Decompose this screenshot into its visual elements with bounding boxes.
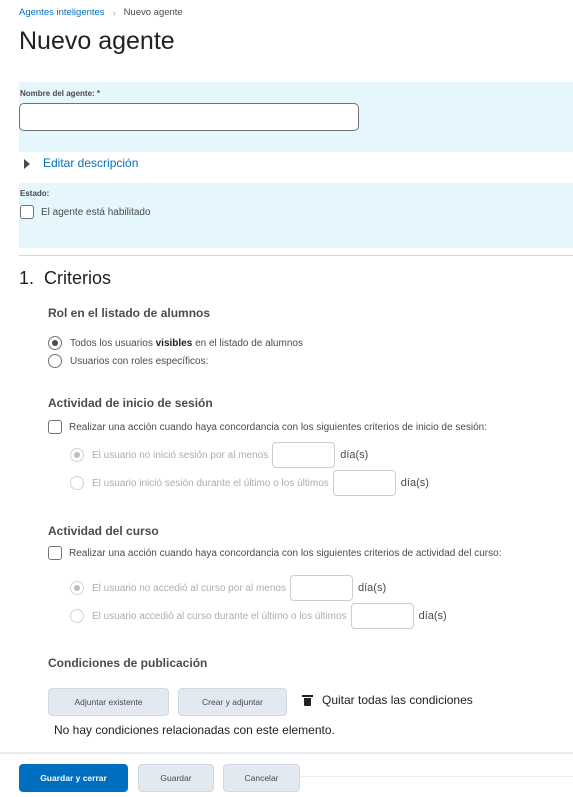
login-criteria-row[interactable] xyxy=(48,420,487,434)
page-title: Nuevo agente xyxy=(19,27,175,55)
not-logged-days-input[interactable] xyxy=(272,442,335,468)
login-criteria-checkbox[interactable] xyxy=(48,420,62,434)
days-unit: día(s) xyxy=(418,610,447,622)
radio-specific-roles-label: Usuarios con roles específicos: xyxy=(70,355,209,367)
agent-name-label: Nombre del agente: * xyxy=(20,89,101,98)
days-unit: día(s) xyxy=(340,449,369,461)
course-accessed-row[interactable] xyxy=(70,603,447,629)
days-unit: día(s) xyxy=(400,477,429,489)
course-criteria-label: Realizar una acción cuando haya concordancia con los siguientes criterios de actividad del curso: xyxy=(69,547,502,559)
agent-name-panel xyxy=(19,82,573,152)
logged-label: El usuario inició sesión durante el último o los últimos xyxy=(92,477,329,489)
agent-name-input[interactable] xyxy=(19,103,359,131)
radio-not-accessed[interactable] xyxy=(70,581,84,595)
save-close-button[interactable]: Guardar y cerrar xyxy=(19,764,128,792)
section-title-text: Criterios xyxy=(44,268,112,288)
course-activity-heading: Actividad del curso xyxy=(48,524,159,538)
radio-all-users[interactable] xyxy=(48,336,62,350)
agent-enabled-checkbox[interactable] xyxy=(20,205,34,219)
footer-divider xyxy=(0,752,573,754)
edit-description-toggle[interactable] xyxy=(24,156,138,170)
release-conditions-heading: Condiciones de publicación xyxy=(48,656,208,670)
login-logged-row[interactable] xyxy=(70,470,429,496)
criteria-section-title xyxy=(19,268,111,289)
roster-role-heading: Rol en el listado de alumnos xyxy=(48,306,211,320)
not-logged-label: El usuario no inició sesión por al menos xyxy=(92,449,269,461)
accessed-days-input[interactable] xyxy=(351,603,414,629)
no-conditions-text: No hay condiciones relacionadas con este elemento. xyxy=(54,723,335,737)
section-number: 1. xyxy=(19,268,35,288)
radio-accessed[interactable] xyxy=(70,609,84,623)
remove-all-label: Quitar todas las condiciones xyxy=(322,693,473,707)
radio-logged-in[interactable] xyxy=(70,476,84,490)
state-label: Estado: xyxy=(20,189,50,198)
login-activity-heading: Actividad de inicio de sesión xyxy=(48,396,213,410)
breadcrumb-chevron-icon: › xyxy=(112,7,116,18)
radio-specific-roles-row[interactable] xyxy=(48,354,208,368)
not-accessed-days-input[interactable] xyxy=(290,575,353,601)
footer-rule xyxy=(300,776,573,777)
radio-all-users-row[interactable] xyxy=(48,336,303,350)
attach-existing-button[interactable]: Adjuntar existente xyxy=(48,688,169,716)
radio-all-users-label: Todos los usuarios visibles en el listado de alumnos xyxy=(70,337,303,349)
radio-specific-roles[interactable] xyxy=(48,354,62,368)
trash-icon xyxy=(303,695,312,706)
login-criteria-label: Realizar una acción cuando haya concordancia con los siguientes criterios de inicio de sesión: xyxy=(69,421,488,433)
section-divider xyxy=(19,255,573,256)
accessed-label: El usuario accedió al curso durante el último o los últimos xyxy=(92,610,347,622)
expand-triangle-icon xyxy=(24,159,30,169)
save-button[interactable]: Guardar xyxy=(138,764,214,792)
edit-description-label: Editar descripción xyxy=(43,156,139,170)
cancel-button[interactable]: Cancelar xyxy=(223,764,300,792)
breadcrumb xyxy=(19,7,183,18)
days-unit: día(s) xyxy=(358,582,387,594)
breadcrumb-current: Nuevo agente xyxy=(123,7,183,18)
not-accessed-label: El usuario no accedió al curso por al menos xyxy=(92,582,286,594)
agent-enabled-label: El agente está habilitado xyxy=(41,206,151,218)
state-panel xyxy=(19,183,573,248)
remove-all-conditions-button[interactable] xyxy=(303,693,473,707)
logged-days-input[interactable] xyxy=(333,470,396,496)
course-criteria-row[interactable] xyxy=(48,546,501,560)
course-criteria-checkbox[interactable] xyxy=(48,546,62,560)
radio-not-logged-in[interactable] xyxy=(70,448,84,462)
agent-enabled-row[interactable] xyxy=(20,205,151,219)
course-not-accessed-row[interactable] xyxy=(70,575,386,601)
breadcrumb-link-agents[interactable]: Agentes inteligentes xyxy=(19,7,105,18)
login-not-logged-row[interactable] xyxy=(70,442,368,468)
create-attach-button[interactable]: Crear y adjuntar xyxy=(178,688,287,716)
